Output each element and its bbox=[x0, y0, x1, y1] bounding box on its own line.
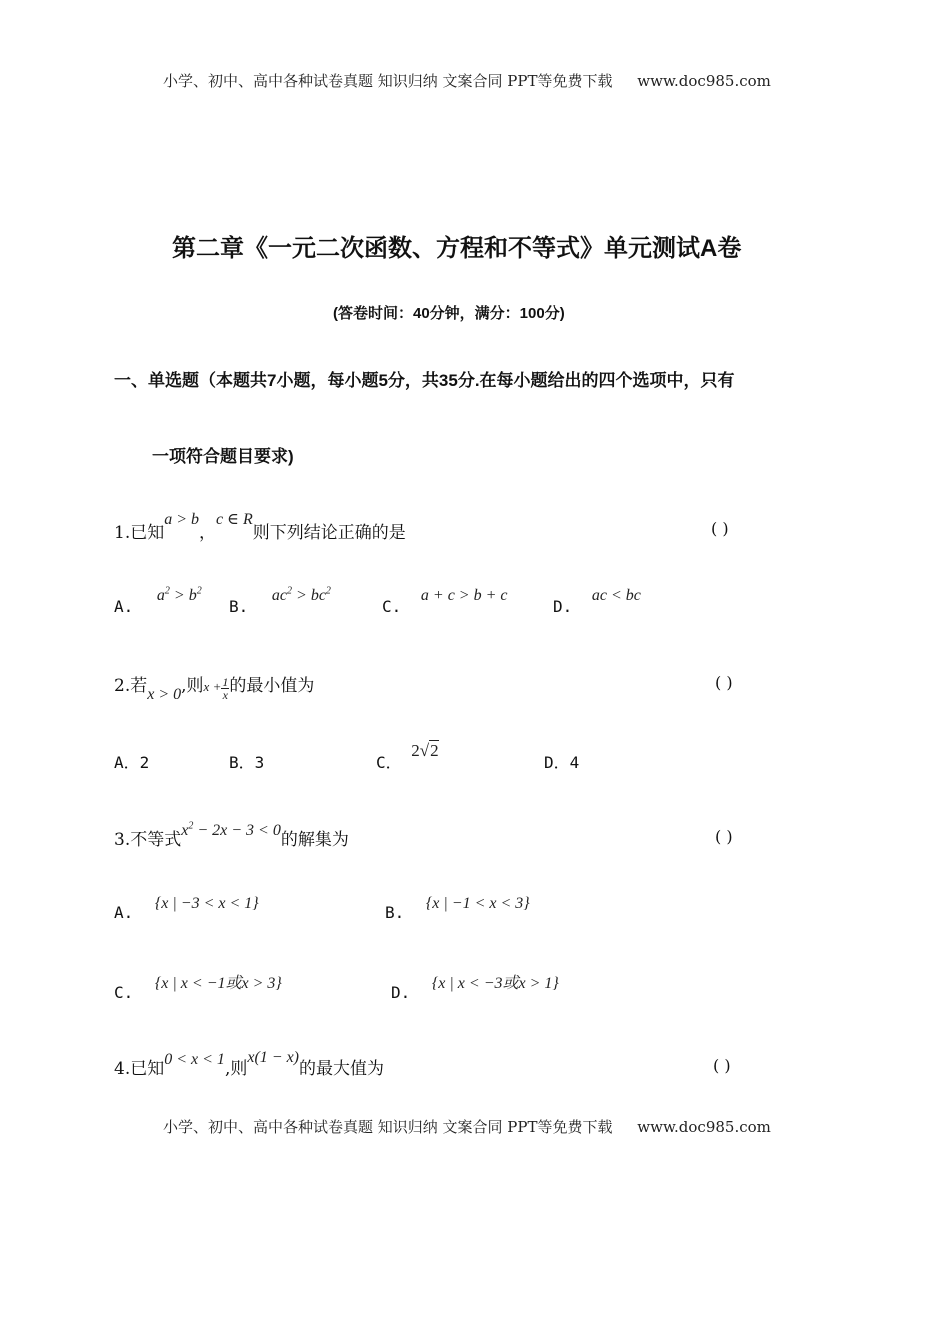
question-1 bbox=[114, 511, 406, 543]
question-4 bbox=[114, 1049, 384, 1079]
q1-prefix: 1.已知 bbox=[114, 523, 165, 543]
q3-option-d-label: D. bbox=[391, 983, 411, 1002]
q2-answer-paren: ( ) bbox=[715, 673, 733, 692]
q4-mid: ,则 bbox=[224, 1059, 248, 1079]
q1-option-b-math: $ac^2 > bc^2$ bbox=[271, 585, 331, 604]
q3-option-d[interactable] bbox=[391, 975, 559, 1003]
q1-option-a-label: A. bbox=[114, 597, 134, 616]
header-url[interactable]: www.doc985.com bbox=[637, 72, 771, 90]
q2-prefix: 2.若 bbox=[114, 676, 148, 696]
q2-mid: ,则 bbox=[181, 676, 204, 696]
q2-option-a[interactable]: A．2 bbox=[114, 753, 150, 772]
q3-option-c[interactable] bbox=[114, 975, 282, 1003]
q1-suffix: 则下列结论正确的是 bbox=[252, 523, 406, 543]
page-header bbox=[163, 70, 771, 91]
q3-suffix: 的解集为 bbox=[280, 830, 349, 850]
q1-option-d-label: D. bbox=[553, 597, 573, 616]
q1-condition-1: a > b bbox=[164, 511, 200, 528]
q1-answer-paren: ( ) bbox=[711, 519, 729, 538]
q1-option-c-label: C. bbox=[382, 597, 402, 616]
question-3 bbox=[114, 820, 349, 850]
q3-option-c-label: C. bbox=[114, 983, 134, 1002]
header-text: 小学、初中、高中各种试卷真题 知识归纳 文案合同 PPT等免费下载 bbox=[163, 72, 613, 90]
q1-option-d-math: ac < bc bbox=[591, 587, 641, 604]
q4-expression: x(1 − x) bbox=[247, 1049, 299, 1066]
page-title: 第二章《一元二次函数、方程和不等式》单元测试A卷 bbox=[172, 235, 742, 262]
question-2 bbox=[114, 671, 314, 701]
q3-inequality: $x^2 - 2x - 3 < 0$ bbox=[181, 820, 281, 839]
page-subtitle: (答卷时间：40分钟，满分：100分) bbox=[333, 305, 565, 322]
q1-option-c[interactable] bbox=[382, 587, 508, 617]
q1-option-b[interactable] bbox=[229, 585, 331, 617]
q2-option-c-label: C． bbox=[376, 753, 402, 772]
q2-option-c[interactable] bbox=[376, 741, 439, 773]
q4-condition: 0 < x < 1 bbox=[164, 1051, 225, 1068]
q3-option-a[interactable] bbox=[114, 895, 259, 923]
q2-option-b[interactable]: B．3 bbox=[229, 753, 265, 772]
q2-option-d[interactable]: D．4 bbox=[544, 753, 580, 772]
q4-answer-paren: ( ) bbox=[713, 1056, 731, 1075]
q4-prefix: 4.已知 bbox=[114, 1059, 165, 1079]
q2-suffix: 的最小值为 bbox=[229, 676, 315, 696]
section-heading-line1: 一、单选题（本题共7小题，每小题5分，共35分.在每小题给出的四个选项中，只有 bbox=[114, 371, 735, 390]
section-heading-line2: 一项符合题目要求) bbox=[152, 447, 294, 466]
q4-suffix: 的最大值为 bbox=[299, 1059, 384, 1079]
q1-condition-2: c ∈ R bbox=[216, 511, 253, 528]
q3-option-c-math: {x | x < −1或x > 3} bbox=[154, 975, 282, 992]
q1-option-d[interactable] bbox=[553, 587, 641, 617]
q1-option-a[interactable] bbox=[114, 585, 202, 617]
q2-expr: x + $\frac{1}{x}$ bbox=[203, 674, 229, 702]
q3-option-b-label: B. bbox=[385, 903, 405, 922]
q3-option-b-math: {x | −1 < x < 3} bbox=[425, 895, 530, 912]
q3-prefix: 3.不等式 bbox=[114, 830, 182, 850]
q2-condition: x > 0 bbox=[147, 686, 182, 703]
page-footer bbox=[163, 1116, 771, 1137]
q1-option-c-math: a + c > b + c bbox=[420, 587, 508, 604]
q1-sep: ， bbox=[199, 523, 217, 543]
footer-text: 小学、初中、高中各种试卷真题 知识归纳 文案合同 PPT等免费下载 bbox=[163, 1118, 613, 1136]
q3-option-d-math: {x | x < −3或x > 1} bbox=[431, 975, 559, 992]
q1-option-b-label: B. bbox=[229, 597, 249, 616]
q3-option-a-label: A. bbox=[114, 903, 134, 922]
q3-answer-paren: ( ) bbox=[715, 827, 733, 846]
q1-option-a-math: $a^2 > b^2$ bbox=[156, 585, 202, 604]
q2-option-c-math: 2√2 bbox=[411, 741, 439, 760]
q3-option-a-math: {x | −3 < x < 1} bbox=[154, 895, 259, 912]
q3-option-b[interactable] bbox=[385, 895, 530, 923]
footer-url[interactable]: www.doc985.com bbox=[637, 1118, 771, 1136]
